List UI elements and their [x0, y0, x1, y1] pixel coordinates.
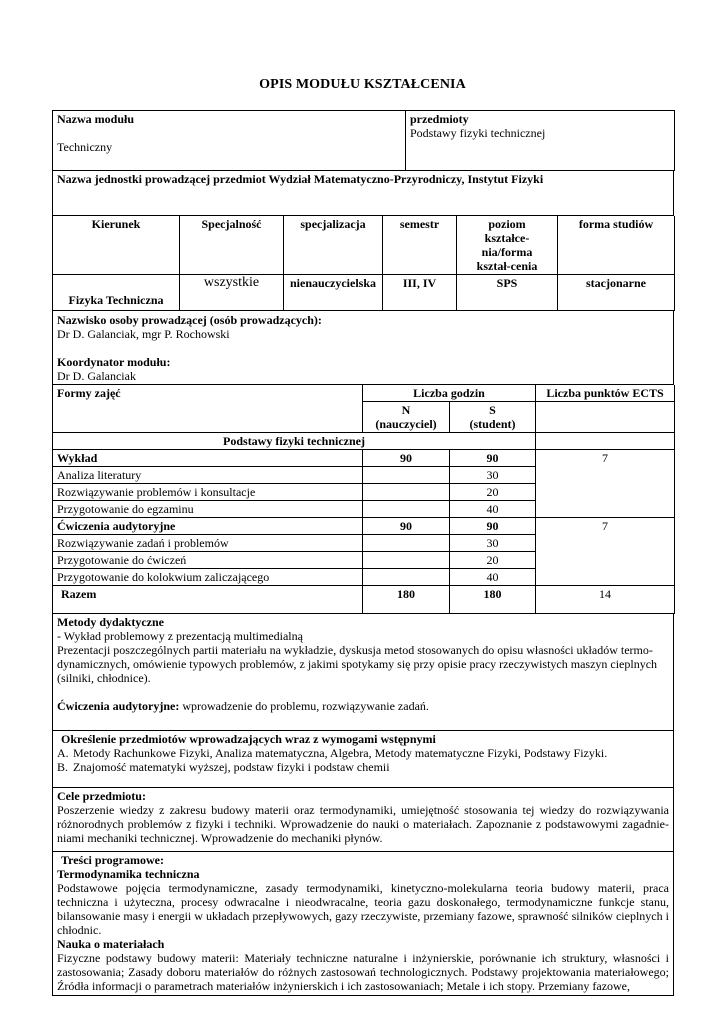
lecture-ects: 7: [536, 450, 675, 518]
exercise-item-s: 20: [450, 552, 536, 569]
methods-line1: - Wykład problemowy z prezentacją multimedialną: [57, 629, 303, 643]
study-table: [52, 216, 675, 311]
module-form: [52, 110, 674, 996]
value-specjalnosc: wszystkie: [180, 275, 284, 311]
header-forma: forma studiów: [558, 216, 675, 275]
coordinator-label: Koordynator modułu:: [57, 355, 171, 369]
module-name-value: Techniczny: [57, 140, 113, 154]
teachers-label: Nazwisko osoby prowadzącej (osób prowadzących):: [57, 313, 322, 327]
exercise-item-s: 40: [450, 569, 536, 586]
prereq-text: Znajomość matematyki wyższej, podstaw fizyki i podstaw chemii: [73, 760, 390, 774]
value-semestr: III, IV: [383, 275, 457, 311]
teachers-section: [52, 311, 674, 385]
exercises-ects: 7: [536, 518, 675, 586]
program-text2: Fizyczne podstawy budowy materii: Materiały techniczne naturalne i inżynierskie, porównanie ich struktury, własności i zastosowania; Zasady doboru materiałów do różnych zastosowań technologicznych. Podstawy projektowania materiałowego; Źródła informacji o parametrach materiałów inżynierskich i ich zastosowaniach; Metale i ich stopy. Przemiany fazowe,: [57, 951, 669, 993]
value-kierunek: Fizyka Techniczna: [53, 275, 180, 311]
subjects-value: Podstawy fizyki technicznej: [410, 126, 546, 140]
subject-ects-empty: [536, 433, 675, 450]
subjects-cell: [406, 111, 675, 171]
goals-section: [52, 788, 674, 852]
list-item: [57, 760, 669, 774]
list-item: [57, 746, 669, 760]
exercise-item-n: [363, 535, 450, 552]
subject-row: [53, 433, 675, 450]
unit-row: Nazwa jednostki prowadzącej przedmiot Wydział Matematyczno-Przyrodniczy, Instytut Fizyki: [52, 171, 674, 216]
methods-line2: Prezentacji poszczególnych partii materiału na wykładzie, dyskusja metod stosowanych do opisu własności układów termo-dynamicznych, omówienie typowych problemów, z jakimi spotykamy się przy opisie pracy rzeczywistych maszyn cieplnych (silniki, chłodnice).: [57, 643, 658, 685]
exercise-item-n: [363, 552, 450, 569]
lecture-item-s: 40: [450, 501, 536, 518]
subject-name: Podstawy fizyki technicznej: [53, 433, 536, 450]
page-title: OPIS MODUŁU KSZTAŁCENIA: [259, 77, 466, 92]
ects-empty: [536, 402, 675, 433]
header-kierunek: Kierunek: [53, 216, 180, 275]
module-name-label: Nazwa modułu: [57, 112, 135, 126]
forms-label: Formy zajęć: [53, 385, 363, 433]
lecture-item-n: [363, 484, 450, 501]
exercise-item-n: [363, 569, 450, 586]
header-semestr: semestr: [383, 216, 457, 275]
lecture-item-s: 20: [450, 484, 536, 501]
program-label: Treści programowe:: [61, 853, 164, 867]
n-header: [363, 402, 450, 433]
n-sub: (nauczyciel): [375, 417, 437, 431]
prereq-label: Określenie przedmiotów wprowadzających wraz z wymogami wstępnymi: [61, 732, 436, 746]
s-label: S: [489, 403, 496, 417]
lecture-item-n: [363, 467, 450, 484]
prereq-marker: B.: [57, 760, 69, 774]
header-specjalnosc: Specjalność: [180, 216, 284, 275]
exercise-item-s: 30: [450, 535, 536, 552]
program-sub1: Termodynamika techniczna: [57, 867, 200, 881]
exercises-name: Ćwiczenia audytoryjne: [53, 518, 363, 535]
lecture-row: [53, 450, 675, 467]
exercise-item-name: Przygotowanie do ćwiczeń: [53, 552, 363, 569]
value-specjalizacja: nienauczycielska: [284, 275, 383, 311]
prereq-text: Metody Rachunkowe Fizyki, Analiza matematyczna, Algebra, Metody matematyczne Fizyki, Podstawy Fizyki.: [73, 746, 608, 760]
exercise-item-name: Przygotowanie do kolokwium zaliczającego: [53, 569, 363, 586]
lecture-s: 90: [450, 450, 536, 467]
study-header-row: [53, 216, 675, 275]
prereq-marker: A.: [57, 746, 69, 760]
total-name: Razem: [53, 586, 363, 614]
hours-table: [52, 385, 675, 614]
exercises-n: 90: [363, 518, 450, 535]
module-table: [52, 110, 675, 171]
exercises-s: 90: [450, 518, 536, 535]
lecture-item-s: 30: [450, 467, 536, 484]
value-poziom: SPS: [457, 275, 558, 311]
ects-label: Liczba punktów ECTS: [536, 385, 675, 402]
header-poziom: poziom kształce-nia/forma kształ-cenia: [457, 216, 558, 275]
n-label: N: [401, 403, 411, 417]
coordinator-value: Dr D. Galanciak: [57, 369, 136, 383]
methods-label: Metody dydaktyczne: [57, 615, 164, 629]
total-s: 180: [450, 586, 536, 614]
methods-exercises: [57, 699, 669, 713]
methods-exercises-text: wprowadzenie do problemu, rozwiązywanie zadań.: [179, 699, 429, 713]
exercise-item-name: Rozwiązywanie zadań i problemów: [53, 535, 363, 552]
hours-header-row: [53, 385, 675, 402]
program-sub2: Nauka o materiałach: [57, 937, 165, 951]
program-text1: Podstawowe pojęcia termodynamiczne, zasady termodynamiki, kinetyczno-molekularna teoria budowy materii, praca techniczna i użyteczna, procesy odwracalne i nieodwracalne, teoria gazu doskonałego, termodynamiczne funkcje stanu, bilansowanie masy i energii w układach przepływowych, gazy rzeczywiste, przemiany fazowe, sprawność silników cieplnych i chłodnic.: [57, 881, 669, 937]
teachers-value: Dr D. Galanciak, mgr P. Rochowski: [57, 327, 230, 341]
hours-label: Liczba godzin: [363, 385, 536, 402]
lecture-name: Wykład: [53, 450, 363, 467]
total-row: [53, 586, 675, 614]
lecture-item-name: Rozwiązywanie problemów i konsultacje: [53, 484, 363, 501]
header-specjalizacja: specjalizacja: [284, 216, 383, 275]
s-sub: (student): [469, 417, 516, 431]
value-forma: stacjonarne: [558, 275, 675, 311]
methods-section: [52, 614, 674, 731]
goals-label: Cele przedmiotu:: [57, 789, 146, 803]
total-n: 180: [363, 586, 450, 614]
lecture-item-name: Analiza literatury: [53, 467, 363, 484]
goals-text: Poszerzenie wiedzy z zakresu budowy materii oraz termodynamiki, umiejętność stosowania tej wiedzy do rozwiązywania różnorodnych problemów z fizyki i techniki. Wprowadzenie do nauki o materiałach. Zapoznanie z podstawowymi zagadnie-niami mechaniki technicznej. Wprowadzenie do mechaniki płynów.: [57, 803, 669, 845]
lecture-n: 90: [363, 450, 450, 467]
total-ects: 14: [536, 586, 675, 614]
program-section: [52, 852, 674, 996]
module-name-cell: [53, 111, 406, 171]
lecture-item-n: [363, 501, 450, 518]
subjects-label: przedmioty: [410, 112, 469, 126]
exercises-row: [53, 518, 675, 535]
prereq-section: [52, 731, 674, 788]
s-header: [450, 402, 536, 433]
study-value-row: [53, 275, 675, 311]
methods-exercises-label: Ćwiczenia audytoryjne:: [57, 699, 180, 713]
lecture-item-name: Przygotowanie do egzaminu: [53, 501, 363, 518]
